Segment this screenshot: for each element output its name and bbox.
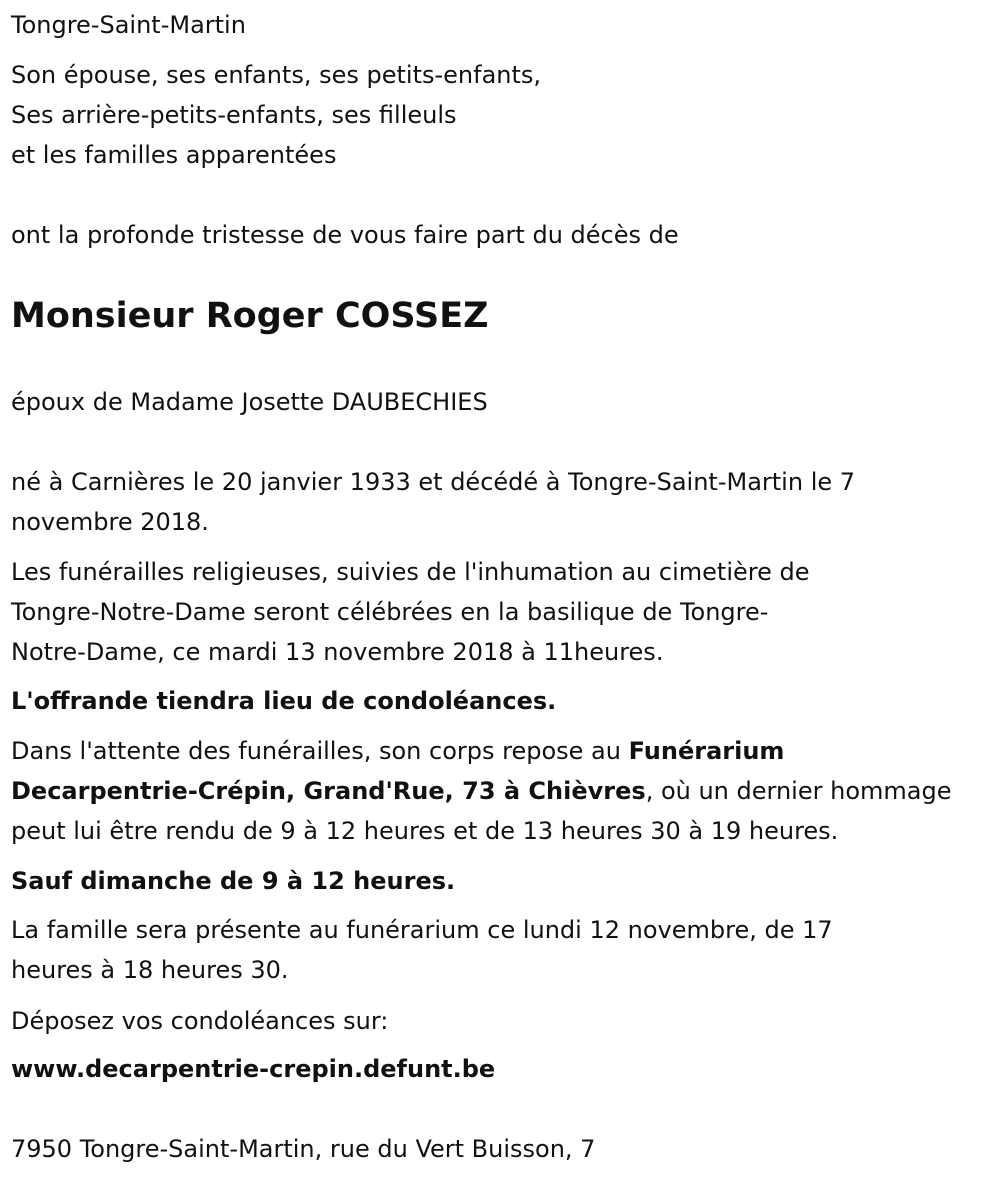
deceased-name: Monsieur Roger COSSEZ xyxy=(11,296,489,336)
funeral-line-1: Les funérailles religieuses, suivies de l'inhumation au cimetière de xyxy=(11,558,810,586)
offering-note: L'offrande tiendra lieu de condoléances. xyxy=(11,687,557,715)
funeral-line-3: Notre-Dame, ce mardi 13 novembre 2018 à 11heures. xyxy=(11,638,664,666)
condolences-label: Déposez vos condoléances sur: xyxy=(11,1007,389,1035)
funerarium-address: Decarpentrie-Crépin, Grand'Rue, 73 à Chièvres xyxy=(11,777,646,805)
funerarium-name-part-1: Funérarium xyxy=(628,737,785,765)
header-location: Tongre-Saint-Martin xyxy=(11,11,246,39)
birth-death-line-2: novembre 2018. xyxy=(11,508,209,536)
announcement: ont la profonde tristesse de vous faire part du décès de xyxy=(11,221,679,249)
viewing-line-1-text: Dans l'attente des funérailles, son corps repose au xyxy=(11,737,629,765)
funeral-line-2: Tongre-Notre-Dame seront célébrées en la basilique de Tongre- xyxy=(11,598,769,626)
address: 7950 Tongre-Saint-Martin, rue du Vert Buisson, 7 xyxy=(11,1135,596,1163)
viewing-line-1 xyxy=(11,731,784,771)
birth-death-line-1: né à Carnières le 20 janvier 1933 et décédé à Tongre-Saint-Martin le 7 xyxy=(11,468,856,496)
viewing-line-3: peut lui être rendu de 9 à 12 heures et de 13 heures 30 à 19 heures. xyxy=(11,817,839,845)
viewing-line-2-text: , où un dernier hommage xyxy=(645,777,952,805)
sunday-note: Sauf dimanche de 9 à 12 heures. xyxy=(11,867,456,895)
condolences-website[interactable]: www.decarpentrie-crepin.defunt.be xyxy=(11,1055,496,1083)
family-presence-line-1: La famille sera présente au funérarium ce lundi 12 novembre, de 17 xyxy=(11,916,833,944)
family-line-2: Ses arrière-petits-enfants, ses filleuls xyxy=(11,101,457,129)
spouse-line: époux de Madame Josette DAUBECHIES xyxy=(11,388,488,416)
family-line-3: et les familles apparentées xyxy=(11,141,337,169)
family-presence-line-2: heures à 18 heures 30. xyxy=(11,956,289,984)
viewing-line-2 xyxy=(11,771,951,811)
family-line-1: Son épouse, ses enfants, ses petits-enfants, xyxy=(11,61,542,89)
